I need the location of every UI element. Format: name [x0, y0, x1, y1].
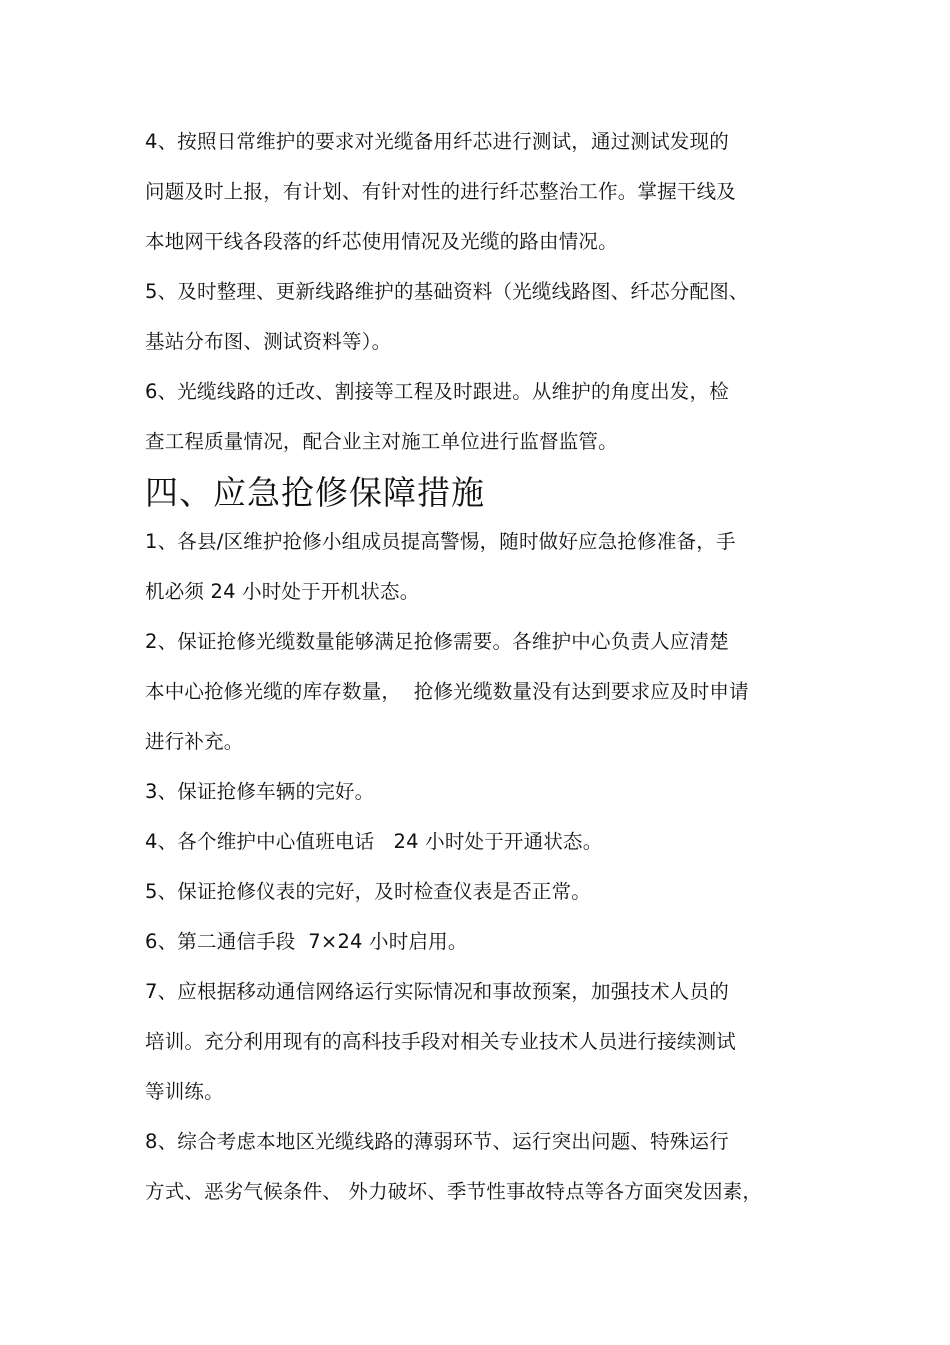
s3-item4-line2: 问题及时上报，有计划、有针对性的进行纤芯整治工作。掌握干线及 — [145, 180, 737, 203]
s4-item1-line2: 机必须 24 小时处于开机状态。 — [145, 580, 420, 603]
s3-item5-line1: 5、及时整理、更新线路维护的基础资料（光缆线路图、纤芯分配图、 — [145, 280, 749, 303]
s4-item2-line3: 进行补充。 — [145, 730, 244, 753]
s3-item4-line3: 本地网干线各段落的纤芯使用情况及光缆的路由情况。 — [145, 230, 618, 253]
s4-item2-line2: 本中心抢修光缆的库存数量， 抢修光缆数量没有达到要求应及时申请 — [145, 680, 749, 703]
s3-item5-line2: 基站分布图、测试资料等）。 — [145, 330, 392, 353]
s4-item3: 3、保证抢修车辆的完好。 — [145, 780, 375, 803]
s3-item6-line2: 查工程质量情况，配合业主对施工单位进行监督监管。 — [145, 430, 618, 453]
s4-item7-line1: 7、应根据移动通信网络运行实际情况和事故预案，加强技术人员的 — [145, 980, 729, 1003]
section-heading: 四、应急抢修保障措施 — [145, 473, 485, 512]
s3-item4-line1: 4、按照日常维护的要求对光缆备用纤芯进行测试，通过测试发现的 — [145, 130, 729, 153]
s4-item4: 4、各个维护中心值班电话 24 小时处于开通状态。 — [145, 830, 603, 853]
s4-item8-line1: 8、综合考虑本地区光缆线路的薄弱环节、运行突出问题、特殊运行 — [145, 1130, 729, 1153]
s4-item6: 6、第二通信手段 7×24 小时启用。 — [145, 930, 468, 953]
s4-item7-line3: 等训练。 — [145, 1080, 224, 1103]
s4-item2-line1: 2、保证抢修光缆数量能够满足抢修需要。各维护中心负责人应清楚 — [145, 630, 729, 653]
s3-item6-line1: 6、光缆线路的迁改、割接等工程及时跟进。从维护的角度出发，检 — [145, 380, 729, 403]
s4-item5: 5、保证抢修仪表的完好，及时检查仪表是否正常。 — [145, 880, 592, 903]
s4-item8-line2: 方式、恶劣气候条件、 外力破坏、季节性事故特点等各方面突发因素， — [145, 1180, 763, 1203]
s4-item7-line2: 培训。充分利用现有的高科技手段对相关专业技术人员进行接续测试 — [145, 1030, 737, 1053]
s4-item1-line1: 1、各县/区维护抢修小组成员提高警惕，随时做好应急抢修准备，手 — [145, 530, 736, 553]
